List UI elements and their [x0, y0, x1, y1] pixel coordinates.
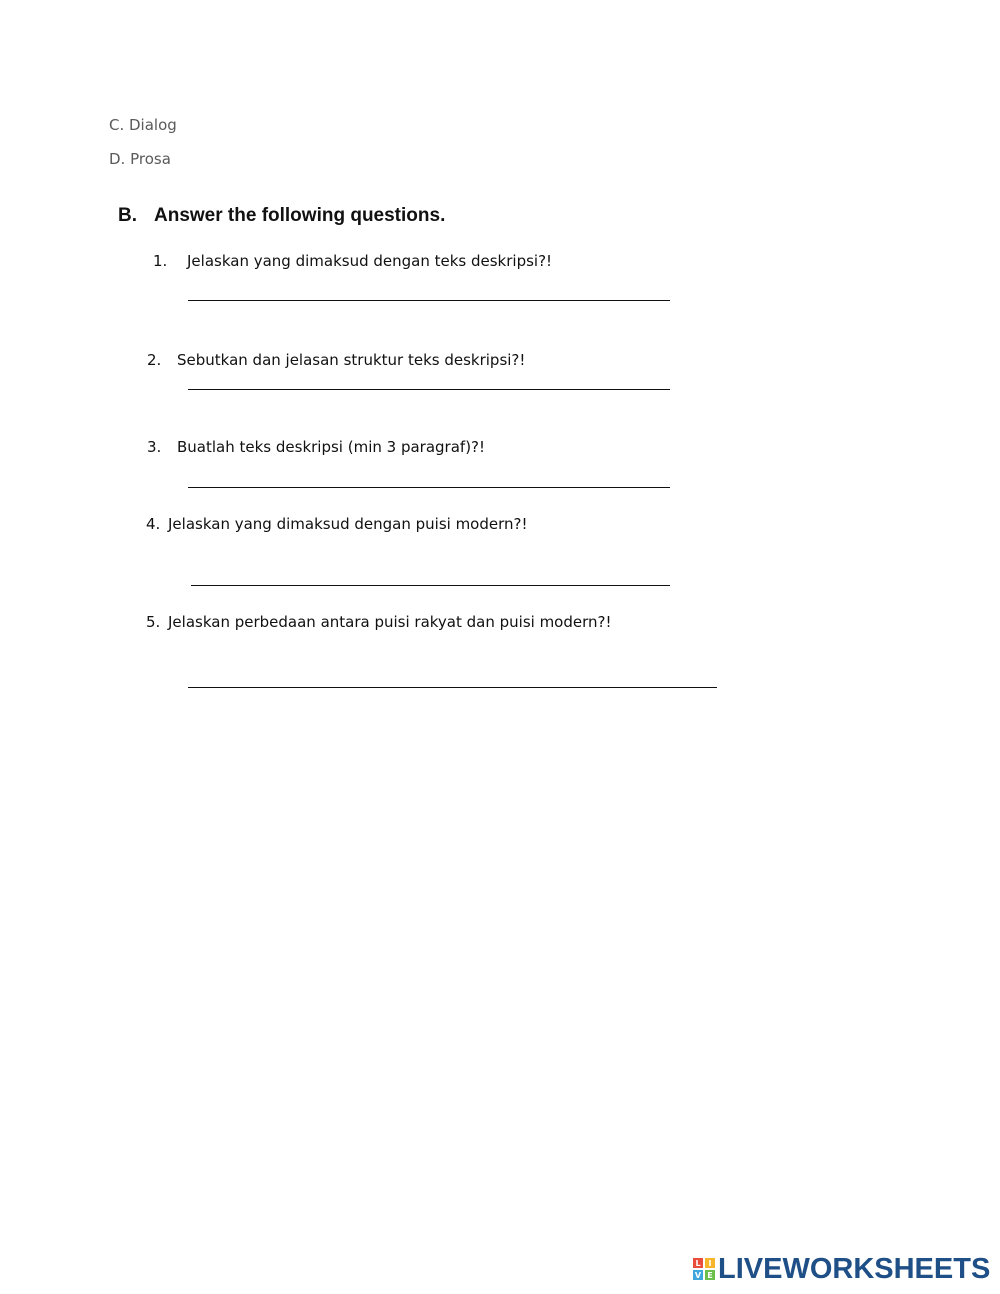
option-d: D. Prosa [109, 150, 171, 168]
answer-line-2[interactable] [188, 389, 670, 390]
question-text: Jelaskan yang dimaksud dengan puisi modern?! [168, 515, 528, 533]
section-title: Answer the following questions. [154, 205, 446, 226]
question-2 [147, 351, 525, 369]
liveworksheets-logo [693, 1254, 990, 1284]
liveworksheets-logo-icon [693, 1258, 715, 1280]
section-letter: B. [118, 205, 137, 226]
question-1 [153, 252, 552, 270]
answer-line-4[interactable] [191, 585, 670, 586]
question-4 [146, 515, 528, 533]
question-text: Jelaskan yang dimaksud dengan teks deskripsi?! [187, 252, 553, 270]
question-text: Buatlah teks deskripsi (min 3 paragraf)?! [177, 438, 486, 456]
answer-line-3[interactable] [188, 487, 670, 488]
question-number: 1. [153, 252, 168, 270]
logo-letter: I [705, 1258, 715, 1268]
option-c: C. Dialog [109, 116, 177, 134]
question-number: 2. [147, 351, 162, 369]
question-number: 3. [147, 438, 162, 456]
answer-line-5[interactable] [188, 687, 717, 688]
question-text: Jelaskan perbedaan antara puisi rakyat dan puisi modern?! [168, 613, 612, 631]
answer-line-1[interactable] [188, 300, 670, 301]
question-3 [147, 438, 485, 456]
logo-letter: L [693, 1258, 703, 1268]
question-number: 4. [146, 515, 161, 533]
question-text: Sebutkan dan jelasan struktur teks deskripsi?! [177, 351, 526, 369]
logo-letter: V [694, 1270, 702, 1280]
logo-letter: E [705, 1270, 715, 1280]
question-5 [146, 613, 612, 631]
question-number: 5. [146, 613, 161, 631]
logo-wordmark: LIVEWORKSHEETS [718, 1253, 991, 1285]
section-heading [118, 205, 445, 227]
